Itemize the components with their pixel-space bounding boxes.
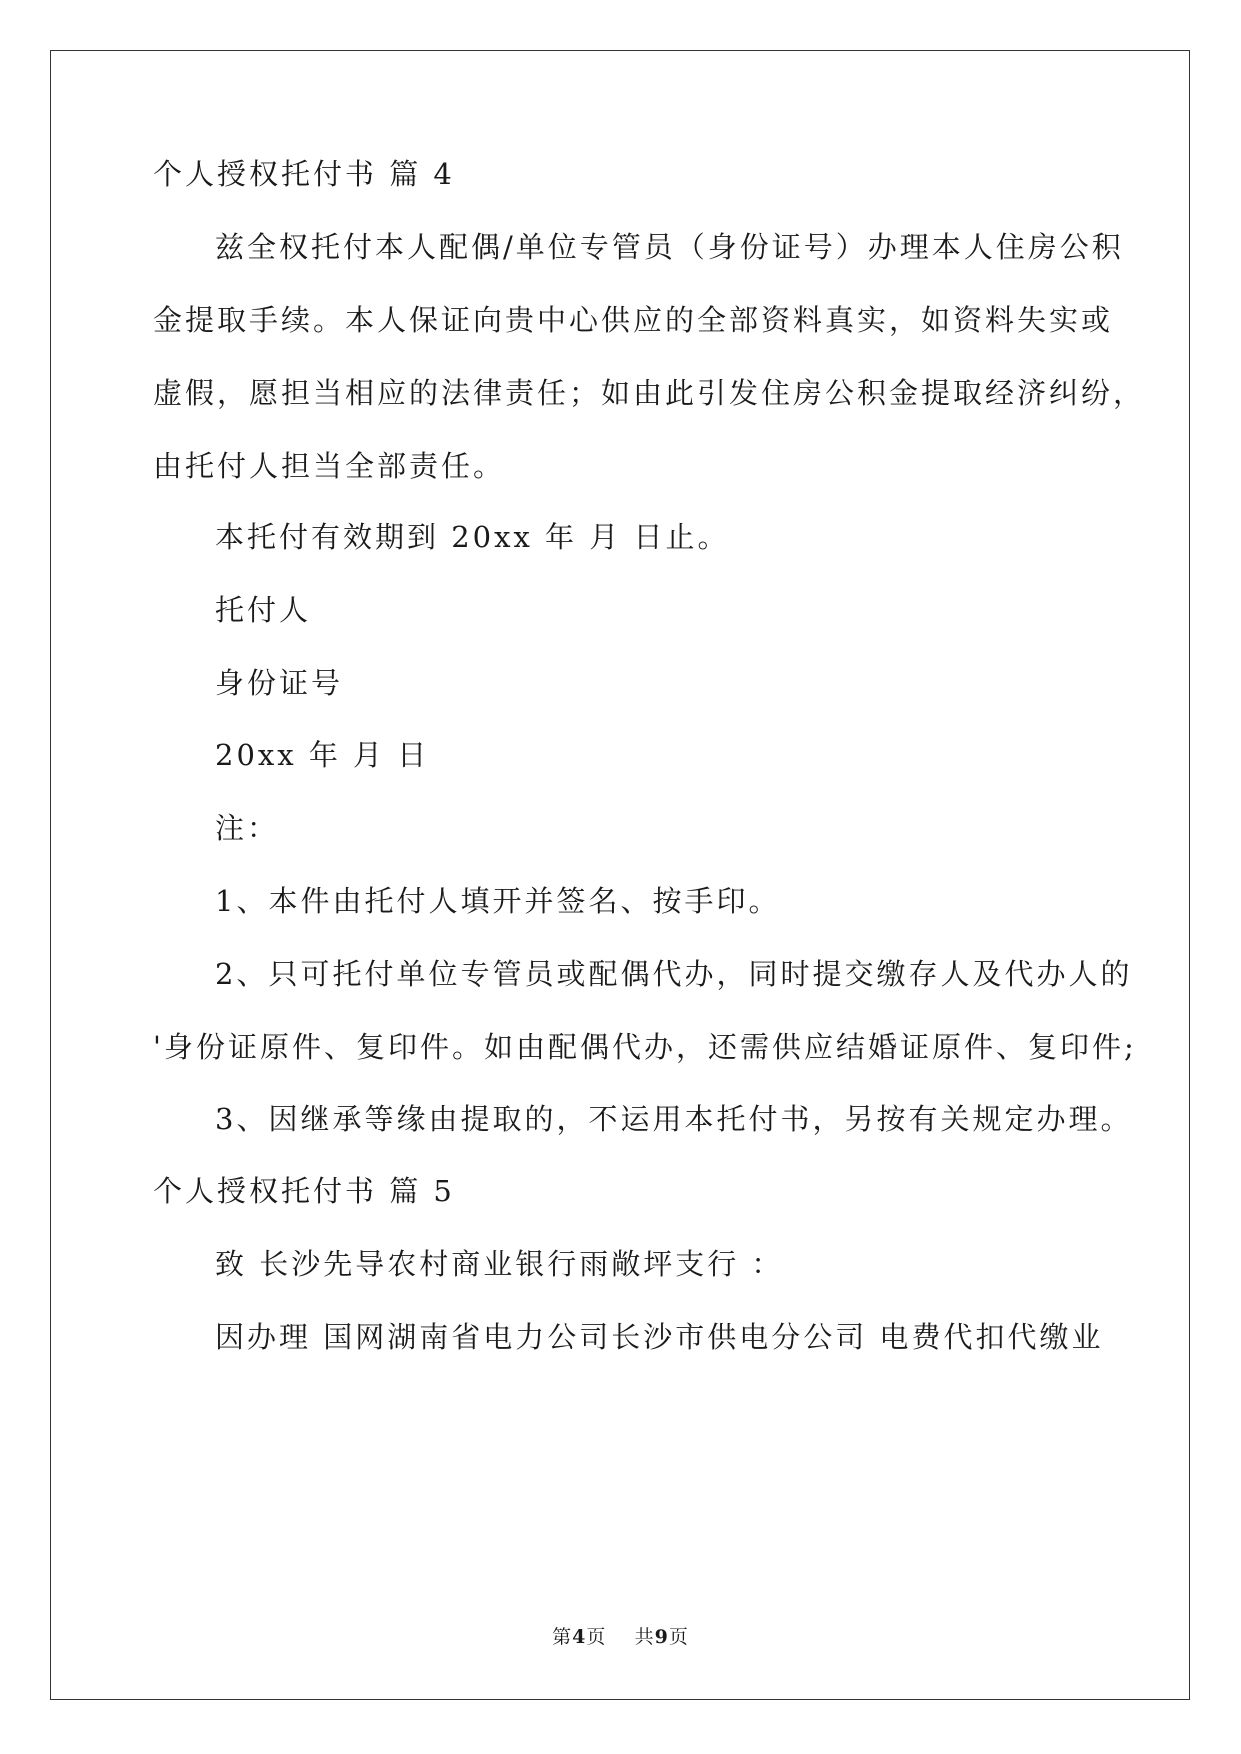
- footer-mid: 页 共: [586, 1626, 655, 1648]
- paragraph-line: 由托付人担当全部责任。: [153, 449, 506, 483]
- paragraph-line: 兹全权托付本人配偶/单位专管员（身份证号）办理本人住房公积: [215, 230, 1124, 264]
- note-item-2: 2、只可托付单位专管员或配偶代办，同时提交缴存人及代办人的: [215, 957, 1133, 991]
- total-page-number: 9: [654, 1626, 669, 1648]
- note-item-1: 1、本件由托付人填开并签名、按手印。: [215, 884, 781, 918]
- note-item-3: 3、因继承等缘由提取的，不运用本托付书，另按有关规定办理。: [215, 1102, 1133, 1136]
- id-number-label: 身份证号: [215, 666, 344, 700]
- footer-prefix: 第: [552, 1626, 573, 1648]
- validity-line: 本托付有效期到 20xx 年 月 日止。: [215, 520, 730, 554]
- page-footer: [0, 1622, 1241, 1649]
- date-line: 20xx 年 月 日: [215, 738, 430, 772]
- principal-label: 托付人: [215, 593, 312, 627]
- paragraph-line: 因办理 国网湖南省电力公司长沙市供电分公司 电费代扣代缴业: [215, 1320, 1104, 1354]
- note-label: 注：: [215, 811, 280, 845]
- addressee-line: 致 长沙先导农村商业银行雨敞坪支行 ：: [215, 1247, 784, 1281]
- section-5-title: 个人授权托付书 篇 5: [153, 1174, 455, 1208]
- current-page-number: 4: [572, 1626, 587, 1648]
- page-border: [50, 50, 1190, 1700]
- footer-suffix: 页: [668, 1626, 689, 1648]
- note-item-2-continued: '身份证原件、复印件。如由配偶代办，还需供应结婚证原件、复印件;: [153, 1030, 1137, 1064]
- paragraph-line: 虚假，愿担当相应的法律责任；如由此引发住房公积金提取经济纠纷，: [153, 376, 1146, 410]
- section-4-title: 个人授权托付书 篇 4: [153, 157, 455, 191]
- paragraph-line: 金提取手续。本人保证向贵中心供应的全部资料真实，如资料失实或: [153, 303, 1114, 337]
